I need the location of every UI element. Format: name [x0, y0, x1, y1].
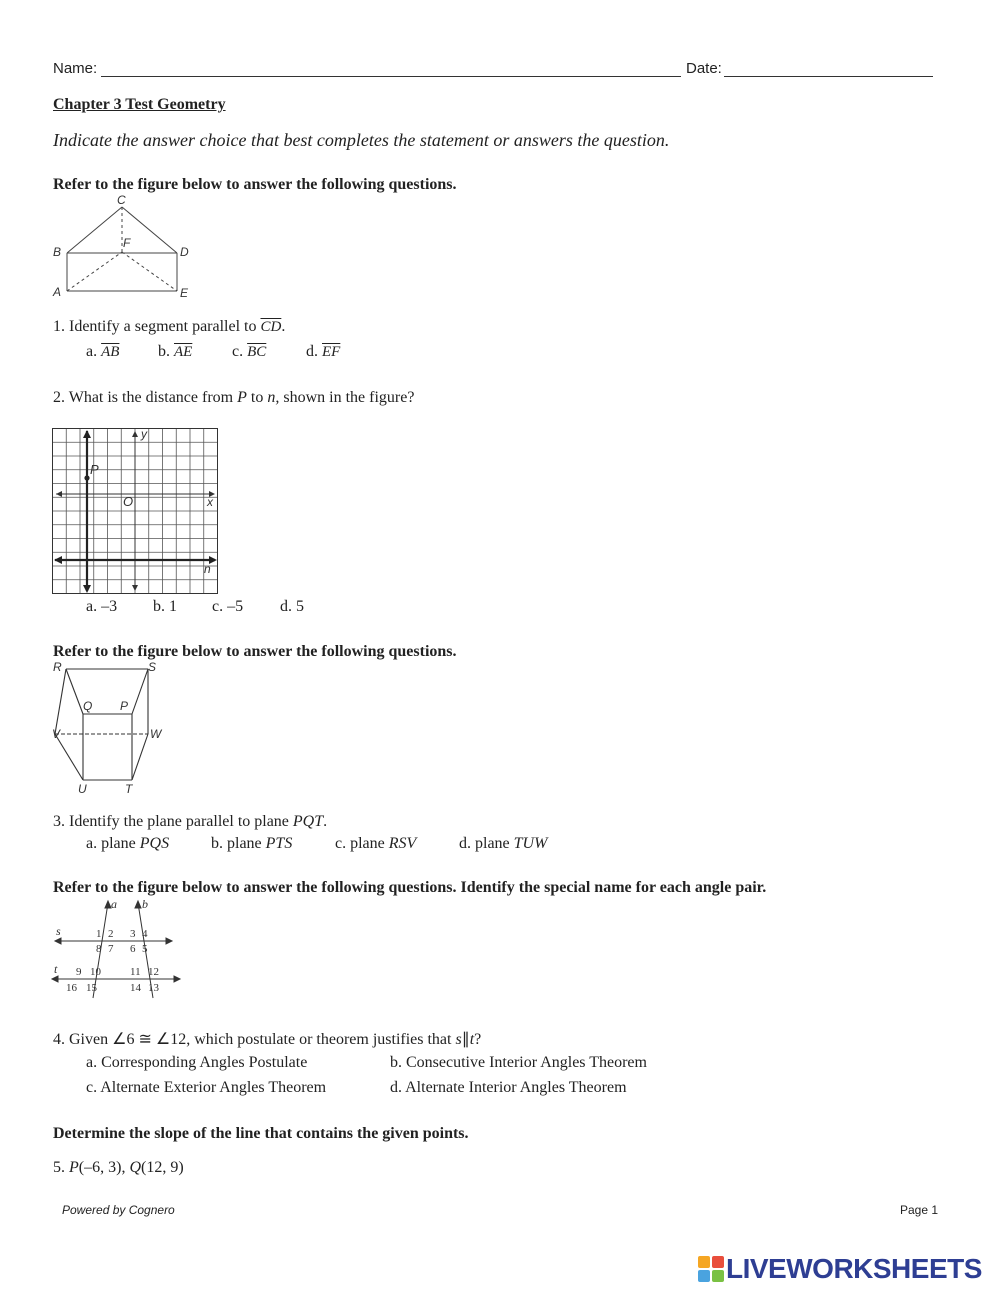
label-V: V: [52, 727, 61, 741]
label-U: U: [78, 782, 87, 795]
question-5: 5. P(–6, 3), Q(12, 9): [53, 1159, 184, 1176]
powered-by: Powered by Cognero: [62, 1203, 175, 1217]
figure-coordinate-grid: [52, 428, 220, 596]
label-b: b: [142, 897, 148, 911]
q1-choice-c[interactable]: c. $\overline{BC}$: [232, 343, 267, 360]
label-F: F: [123, 236, 131, 250]
angle-16: 16: [66, 982, 77, 994]
angle-3: 3: [130, 928, 136, 940]
angle-11: 11: [130, 966, 141, 978]
name-field[interactable]: [101, 76, 681, 77]
q2-choice-c[interactable]: c. –5: [212, 598, 244, 615]
angle-7: 7: [108, 943, 114, 955]
date-label: Date:: [686, 60, 722, 77]
section-heading-2: Refer to the figure below to answer the following questions.: [53, 643, 457, 660]
date-field[interactable]: [724, 76, 933, 77]
angle-12: 12: [148, 966, 159, 978]
q4-choice-a[interactable]: a. Corresponding Angles Postulate: [86, 1054, 308, 1071]
q4-choice-c[interactable]: c. Alternate Exterior Angles Theorem: [86, 1079, 327, 1096]
angle-congruence: ∠6 ≅ ∠12: [112, 1031, 187, 1048]
q1-choice-b[interactable]: b. $\overline{AE}$: [158, 343, 193, 360]
angle-13: 13: [148, 982, 159, 994]
page-title: Chapter 3 Test Geometry: [53, 96, 226, 113]
angle-4: 4: [142, 928, 148, 940]
angle-14: 14: [130, 982, 141, 994]
q3-choice-b[interactable]: b. plane PTS: [211, 835, 293, 852]
logo-square: [712, 1256, 724, 1268]
question-1: 1. Identify a segment parallel to $\overline{CD}$.: [53, 318, 286, 335]
label-x: x: [207, 495, 213, 509]
segment-CD: $\overline{CD}$: [260, 319, 282, 335]
label-y: y: [141, 428, 147, 441]
liveworksheets-brand[interactable]: LIVEWORKSHEETS: [726, 1253, 982, 1284]
label-Q: Q: [83, 699, 93, 713]
question-4: 4. Given ∠6 ≅ ∠12, which postulate or theorem justifies that s∥t?: [53, 1031, 482, 1048]
section-heading-3: Refer to the figure below to answer the following questions. Identify the special name for each angle pair.: [53, 879, 767, 896]
label-a: a: [111, 897, 117, 911]
angle-8: 8: [96, 943, 102, 955]
liveworksheets-logo-icon: [698, 1256, 724, 1282]
q1-choice-a[interactable]: a. $\overline{AB}$: [86, 343, 120, 360]
label-P: P: [90, 462, 99, 477]
instructions: Indicate the answer choice that best completes the statement or answers the question.: [53, 130, 670, 150]
label-t: t: [54, 962, 58, 976]
q3-choice-a[interactable]: a. plane PQS: [86, 835, 170, 852]
label-O: O: [123, 494, 134, 509]
angle-5: 5: [142, 943, 148, 955]
label-B: B: [53, 245, 62, 259]
label-E: E: [180, 286, 189, 300]
question-3: 3. Identify the plane parallel to plane PQT.: [53, 813, 328, 830]
label-n: n: [204, 562, 211, 576]
page-number: Page 1: [900, 1203, 939, 1217]
label-R: R: [53, 660, 62, 674]
logo-square: [698, 1270, 710, 1282]
q4-choice-b[interactable]: b. Consecutive Interior Angles Theorem: [390, 1054, 647, 1071]
logo-square: [698, 1256, 710, 1268]
angle-10: 10: [90, 966, 101, 978]
q2-choice-d[interactable]: d. 5: [280, 598, 304, 615]
label-T: T: [125, 782, 133, 795]
angle-15: 15: [86, 982, 97, 994]
section-heading-1: Refer to the figure below to answer the following questions.: [53, 176, 457, 193]
section-heading-4: Determine the slope of the line that contains the given points.: [53, 1125, 469, 1142]
point-P: [84, 475, 89, 480]
label-s: s: [56, 924, 61, 938]
label-W: W: [150, 727, 162, 741]
angle-9: 9: [76, 966, 82, 978]
q3-choice-d[interactable]: d. plane TUW: [459, 835, 548, 852]
q2-choice-a[interactable]: a. –3: [86, 598, 118, 615]
logo-square: [712, 1270, 724, 1282]
figure-prism-2: [50, 659, 170, 795]
angle-1: 1: [96, 928, 102, 940]
label-A: A: [53, 285, 62, 299]
question-2: 2. What is the distance from P to n, shown in the figure?: [53, 389, 415, 406]
name-label: Name:: [53, 60, 98, 77]
q4-choice-d[interactable]: d. Alternate Interior Angles Theorem: [390, 1079, 627, 1096]
angle-2: 2: [108, 928, 114, 940]
angle-6: 6: [130, 943, 136, 955]
label-C: C: [117, 193, 126, 207]
figure-transversals: [50, 895, 185, 1000]
q1-choice-d[interactable]: d. $\overline{EF}$: [306, 343, 341, 360]
label-P3: P: [120, 699, 129, 713]
q2-choice-b[interactable]: b. 1: [153, 598, 177, 615]
label-S: S: [148, 660, 157, 674]
figure-prism-1: [50, 192, 200, 304]
q3-choice-c[interactable]: c. plane RSV: [335, 835, 417, 852]
label-D: D: [180, 245, 189, 259]
